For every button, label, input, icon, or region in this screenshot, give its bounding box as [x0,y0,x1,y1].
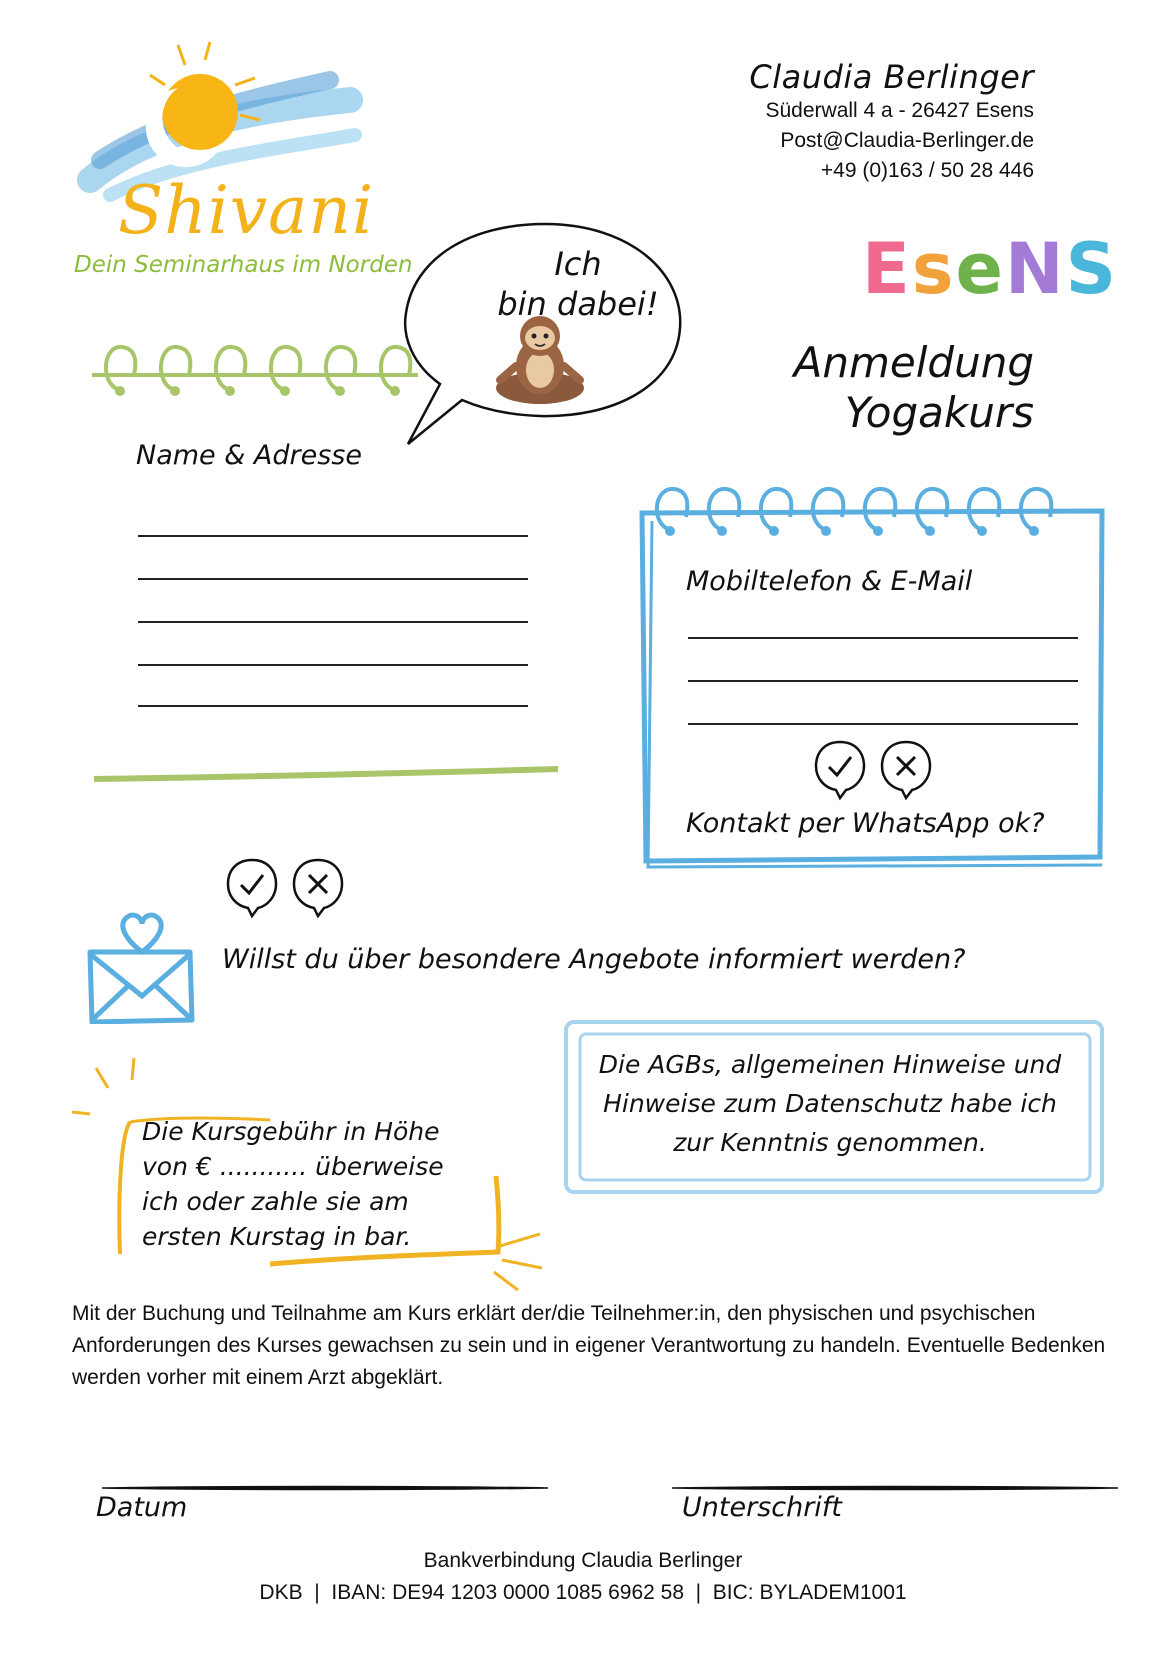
logo-word: Shivani [118,172,375,249]
signature-label: Unterschrift [682,1492,842,1523]
fee-text: Die Kursgebühr in Höhe von € ........... überweise ich oder zahle sie am ersten Kurstag in bar. [142,1117,444,1251]
contact-name: Claudia Berlinger [749,58,1034,96]
address-line-4[interactable] [138,664,528,666]
bank-title: Bankverbindung Claudia Berlinger [423,1549,743,1572]
esens-logo [862,228,1118,310]
whatsapp-yes-checkbox[interactable] [812,738,868,802]
phone-line-1[interactable] [688,637,1078,639]
esens-letter: E [862,228,912,310]
whatsapp-question: Kontakt per WhatsApp ok? [686,808,1045,839]
date-line[interactable] [100,1484,550,1492]
esens-letter: N [1004,228,1066,310]
bank-details [0,1545,1166,1609]
green-spiral-binding [90,335,420,405]
title-line-2: Yogakurs [844,388,1034,437]
address-line-3[interactable] [138,621,528,623]
esens-letter: s [911,228,956,310]
bubble-text [478,244,678,324]
whatsapp-no-checkbox[interactable] [878,738,934,802]
phone-line-3[interactable] [688,723,1078,725]
contact-block [749,58,1034,186]
newsletter-question: Willst du über besondere Angebote informiert werden? [222,944,966,975]
address-line-5[interactable] [138,705,528,707]
green-divider-stroke [92,764,562,782]
newsletter-yes-checkbox[interactable] [224,856,280,920]
phone-line-2[interactable] [688,680,1078,682]
bubble-line-1: Ich [554,245,602,283]
newsletter-no-checkbox[interactable] [290,856,346,920]
esens-letter: S [1065,228,1118,310]
address-line-1[interactable] [138,535,528,537]
page-title [794,338,1034,438]
logo-tagline: Dein Seminarhaus im Norden [74,252,413,278]
contact-phone: +49 (0)163 / 50 28 446 [820,159,1034,182]
bubble-line-2: bin dabei! [497,285,659,323]
title-line-1: Anmeldung [793,338,1034,387]
address-label: Name & Adresse [136,440,362,471]
bank-account: DKB | IBAN: DE94 1203 0000 1085 6962 58 | BIC: BYLADEM1001 [259,1581,907,1604]
disclaimer-text: Mit der Buchung und Teilnahme am Kurs erklärt der/die Teilnehmer:in, den physischen und psychischen Anforderungen des Kurses gewachsen zu sein und in eigener Verantwortung zu handeln. Eventuelle Bedenken werden vorher mit einem Arzt abgeklärt. [72,1302,1106,1389]
signature-line[interactable] [670,1484,1120,1492]
contact-address: Süderwall 4 a - 26427 Esens [765,99,1034,122]
date-label: Datum [96,1492,188,1523]
sun-icon [162,74,238,150]
contact-email[interactable]: Post@Claudia-Berlinger.de [780,129,1034,152]
envelope-heart-icon [86,912,198,1024]
agb-text: Die AGBs, allgemeinen Hinweise und Hinweise zum Datenschutz habe ich zur Kenntnis genommen. [598,1050,1062,1157]
esens-letter: e [955,228,1005,310]
address-line-2[interactable] [138,578,528,580]
phone-email-label: Mobiltelefon & E-Mail [686,566,973,597]
